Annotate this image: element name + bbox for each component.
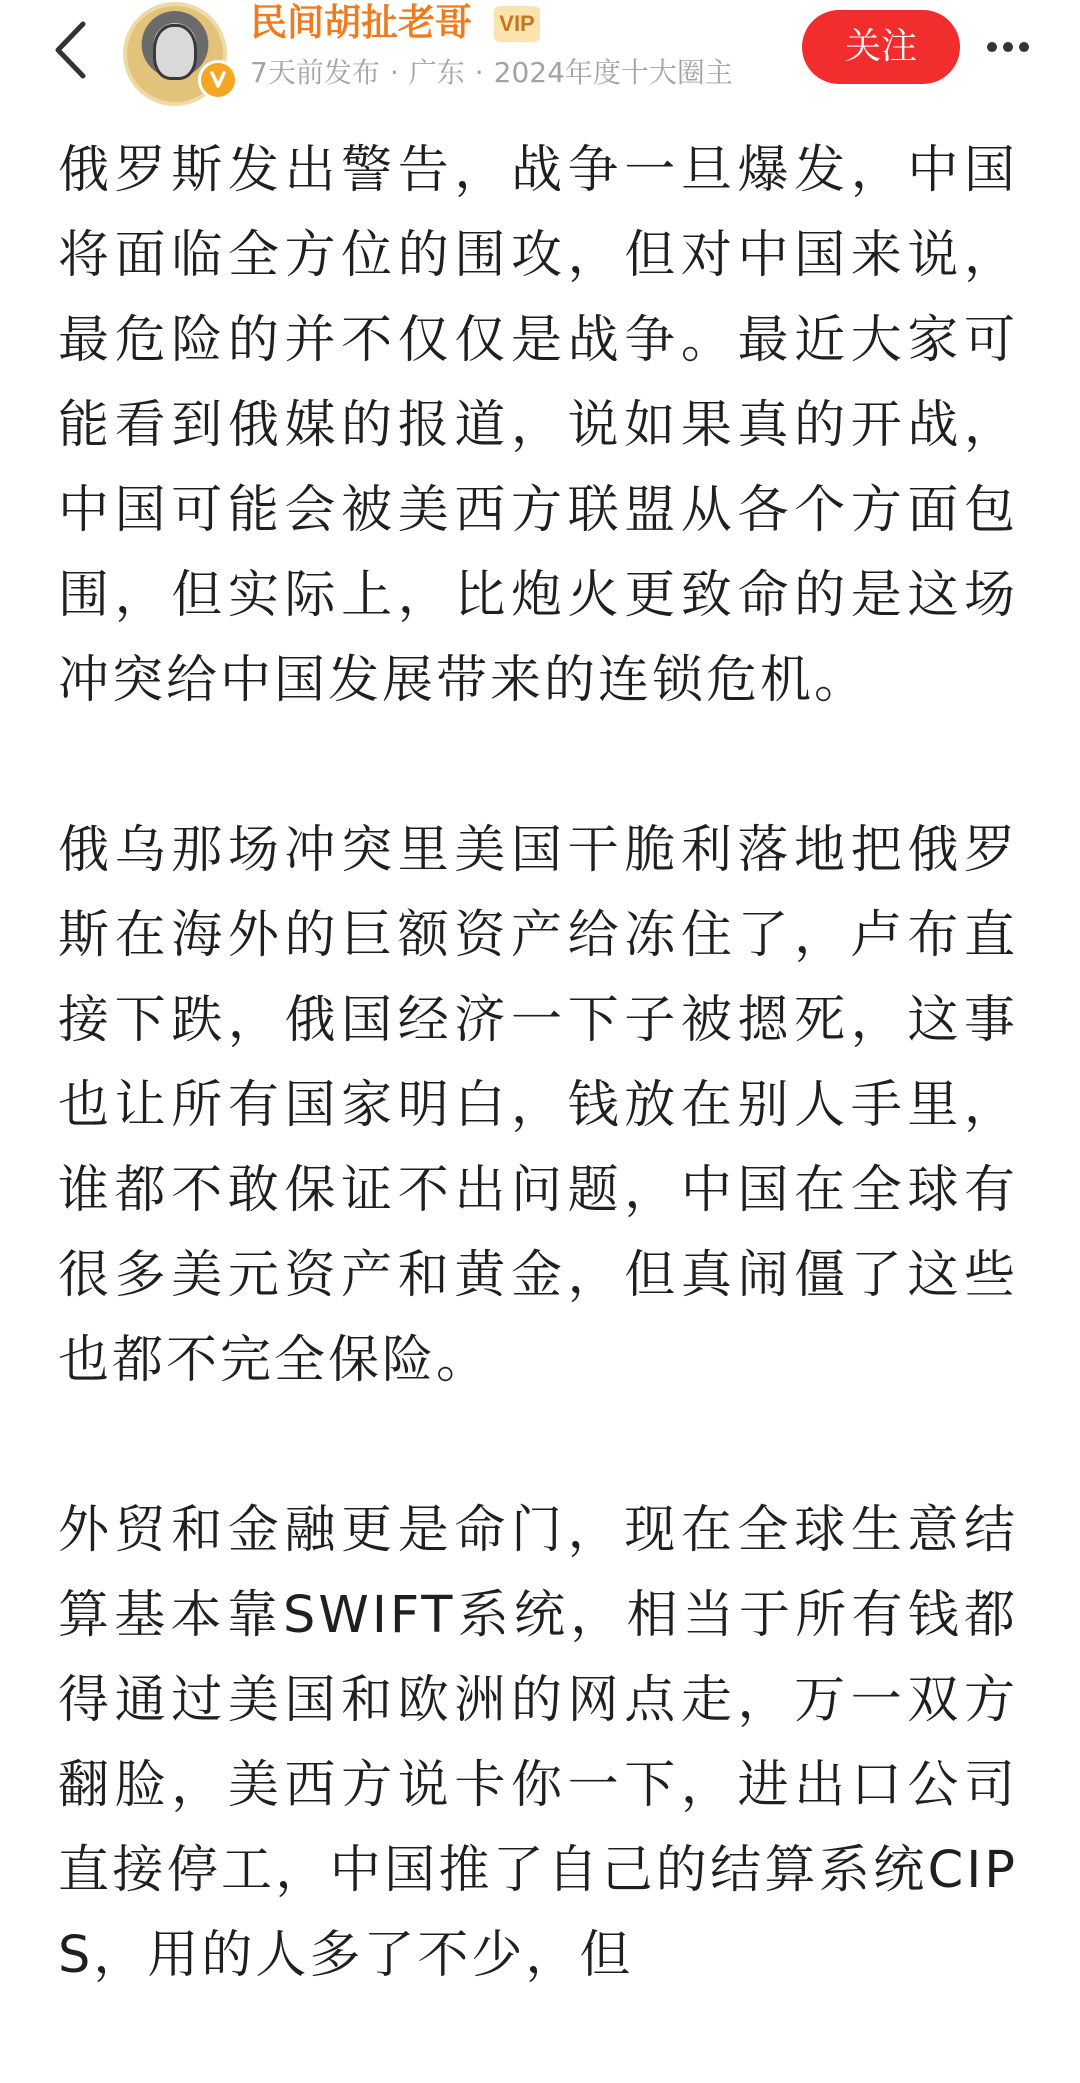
post-time: 7天前发布 [250,56,380,89]
vip-badge[interactable]: VIP [494,6,540,42]
post-header [0,0,1080,110]
post-location: 广东 [408,56,465,89]
meta-separator: · [389,56,399,89]
article-paragraph: 俄乌那场冲突里美国干脆利落地把俄罗斯在海外的巨额资产给冻住了，卢布直接下跌，俄国经济一下子被摁死，这事也让所有国家明白，钱放在别人手里，谁都不敢保证不出问题，中国在全球有很多美元资产和黄金，但真闹僵了这些也都不完全保险。 [58,821,1018,1390]
chevron-left-icon [53,20,87,80]
back-button[interactable] [40,10,100,90]
article-paragraph: 俄罗斯发出警告，战争一旦爆发，中国将面临全方位的围攻，但对中国来说，最危险的并不仅仅是战争。最近大家可能看到俄媒的报道，说如果真的开战，中国可能会被美西方联盟从各个方面包围，但实际上，比炮火更致命的是这场冲突给中国发展带来的连锁危机。 [58,141,1018,710]
follow-button[interactable]: 关注 [802,10,960,84]
article-body [58,128,1018,2083]
verified-icon [198,60,238,100]
meta-separator: · [474,56,484,89]
avatar-face [153,24,197,80]
more-button[interactable] [978,22,1038,72]
post-meta [250,52,733,94]
author-badge-text: 2024年度十大圈主 [493,56,733,89]
article-paragraph: 外贸和金融更是命门，现在全球生意结算基本靠SWIFT系统，相当于所有钱都得通过美国和欧洲的网点走，万一双方翻脸，美西方说卡你一下，进出口公司直接停工，中国推了自己的结算系统CIPS，用的人多了不少，但 [58,1501,1018,1985]
username[interactable]: 民间胡扯老哥 [250,1,472,44]
more-dots-icon [986,41,1030,53]
